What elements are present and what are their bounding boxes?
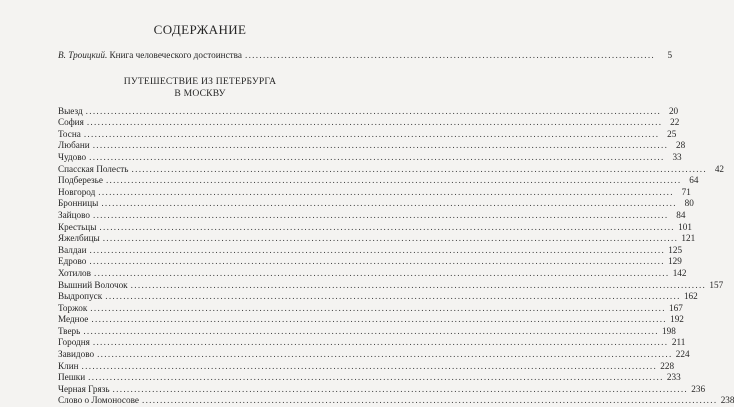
chapter-title: Чудово	[58, 151, 87, 162]
dot-leader: ................................................................................................................................................................	[97, 349, 673, 360]
dot-leader: ................................................................................................................................................................	[83, 128, 660, 139]
chapter-page-number: 238	[720, 395, 734, 406]
chapter-title: Вышний Волочок	[58, 279, 128, 290]
chapter-title: София	[58, 117, 84, 128]
chapter-entry	[58, 244, 683, 257]
dot-leader: ................................................................................................................................................................	[85, 105, 662, 116]
chapter-entry	[58, 349, 690, 361]
chapter-page-number: 142	[672, 267, 687, 278]
toc-title: СОДЕРЖАНИЕ	[153, 22, 247, 37]
chapter-page-number: 167	[669, 302, 683, 313]
chapter-entry	[58, 186, 691, 199]
dot-leader: ................................................................................................................................................................	[89, 151, 665, 162]
intro-page-number: 5	[667, 50, 673, 60]
chapter-page-number: 101	[678, 221, 692, 232]
section-title-line2: В МОСКВУ	[174, 87, 226, 99]
chapter-entry	[58, 117, 680, 129]
chapter-entry	[58, 383, 706, 396]
chapter-page-number: 33	[672, 151, 682, 162]
chapter-title: Клин	[58, 360, 79, 371]
chapter-title: Подберезье	[58, 175, 103, 186]
chapter-entry	[58, 395, 734, 407]
chapter-page-number: 25	[667, 128, 677, 139]
chapter-title: Городня	[58, 337, 90, 348]
chapter-page-number: 28	[676, 140, 686, 151]
chapter-title: Крестьцы	[58, 221, 97, 232]
chapter-title: Тосна	[58, 128, 81, 139]
chapter-title: Выезд	[58, 105, 83, 116]
dot-leader: ................................................................................................................................................................	[92, 209, 669, 220]
chapter-page-number: 236	[691, 383, 706, 394]
chapter-page-number: 211	[671, 337, 686, 348]
chapter-page-number: 129	[668, 256, 682, 267]
chapter-entry	[58, 221, 692, 234]
chapter-title: Торжок	[58, 302, 88, 313]
chapter-title: Медное	[58, 314, 89, 325]
chapter-entry	[58, 314, 684, 326]
dot-leader: ................................................................................................................................................................	[90, 302, 666, 313]
chapter-entry	[58, 256, 682, 268]
chapter-page-number: 84	[676, 209, 686, 220]
intro-entry	[58, 50, 673, 62]
dot-leader: ................................................................................................................................................................	[131, 163, 707, 174]
chapter-page-number: 22	[670, 117, 680, 128]
chapter-entry	[58, 267, 687, 280]
chapter-title: Хотилов	[58, 267, 91, 278]
chapter-page-number: 162	[683, 291, 698, 302]
chapter-page-number: 42	[714, 163, 724, 174]
chapter-entry	[58, 105, 679, 118]
chapter-page-number: 192	[670, 314, 684, 325]
dot-leader: ................................................................................................................................................................	[99, 221, 675, 232]
dot-leader: ................................................................................................................................................................	[98, 186, 674, 197]
chapter-title: Любани	[58, 140, 90, 151]
chapter-page-number: 20	[668, 105, 679, 116]
chapter-title: Спасская Полесть	[58, 163, 129, 174]
dot-leader: ................................................................................................................................................................	[88, 372, 664, 383]
chapter-entry	[58, 175, 699, 187]
chapter-entry	[58, 198, 694, 210]
chapter-page-number: 228	[660, 360, 675, 371]
chapter-page-number: 157	[709, 279, 724, 290]
chapter-title: Слово о Ломоносове	[58, 395, 139, 406]
section-title-line1: ПУТЕШЕСТВИЕ ИЗ ПЕТЕРБУРГА	[123, 75, 277, 87]
chapter-entry	[58, 302, 683, 315]
dot-leader: ................................................................................................................................................................	[81, 360, 658, 371]
chapter-page-number: 71	[681, 186, 691, 197]
dot-leader: ................................................................................................................................................................	[92, 337, 669, 348]
chapter-entry	[58, 128, 677, 141]
chapter-page-number: 233	[666, 372, 681, 383]
chapter-title: Едрово	[58, 256, 87, 267]
chapter-title: Черная Грязь	[58, 383, 110, 394]
dot-leader: ................................................................................................................................................................	[93, 267, 670, 278]
section-title	[58, 76, 342, 100]
chapter-title: Валдаи	[58, 244, 87, 255]
chapter-entry	[58, 325, 676, 338]
chapter-title: Выдропуск	[58, 291, 103, 302]
dot-leader: ................................................................................................................................................................	[102, 233, 679, 244]
dot-leader: ................................................................................................................................................................	[141, 395, 718, 406]
chapter-entry	[58, 279, 724, 292]
chapter-entry	[58, 209, 686, 222]
dot-leader: ................................................................................................................................................................	[105, 175, 682, 186]
intro-label	[58, 50, 242, 62]
dot-leader: ................................................................................................................................................................	[112, 383, 689, 394]
chapter-title: Завидово	[58, 349, 95, 360]
chapter-page-number: 80	[684, 198, 694, 209]
chapter-entry	[58, 233, 696, 245]
intro-author: В. Троицкий.	[58, 50, 108, 60]
dot-leader: ................................................................................................................................................................	[130, 279, 707, 290]
chapter-list	[58, 105, 734, 407]
dot-leader: ..................................................................................................................	[244, 50, 656, 60]
dot-leader: ................................................................................................................................................................	[105, 291, 681, 302]
chapter-title: Бронницы	[58, 198, 99, 209]
chapter-title: Тверь	[58, 325, 81, 336]
chapter-page-number: 121	[681, 233, 696, 244]
dot-leader: ................................................................................................................................................................	[92, 140, 669, 151]
dot-leader: ................................................................................................................................................................	[89, 256, 665, 267]
chapter-page-number: 224	[675, 349, 690, 360]
chapter-entry	[58, 140, 686, 152]
dot-leader: ................................................................................................................................................................	[89, 244, 666, 255]
chapter-entry	[58, 337, 686, 349]
chapter-entry	[58, 372, 681, 384]
dot-leader: ................................................................................................................................................................	[101, 198, 677, 209]
intro-title: Книга человеческого достоинства	[109, 50, 242, 60]
chapter-page-number: 125	[668, 244, 683, 255]
chapter-entry	[58, 291, 698, 303]
dot-leader: ................................................................................................................................................................	[91, 314, 667, 325]
chapter-page-number: 198	[662, 325, 676, 336]
dot-leader: ................................................................................................................................................................	[86, 117, 663, 128]
chapter-title: Пешки	[58, 372, 86, 383]
dot-leader: ................................................................................................................................................................	[83, 325, 659, 336]
chapter-entry	[58, 360, 675, 373]
chapter-entry	[58, 163, 724, 176]
chapter-page-number: 64	[689, 175, 699, 186]
chapter-title: Зайцово	[58, 209, 90, 220]
chapter-entry	[58, 151, 682, 164]
chapter-title: Новгород	[58, 186, 96, 197]
chapter-title: Яжелбицы	[58, 233, 100, 244]
